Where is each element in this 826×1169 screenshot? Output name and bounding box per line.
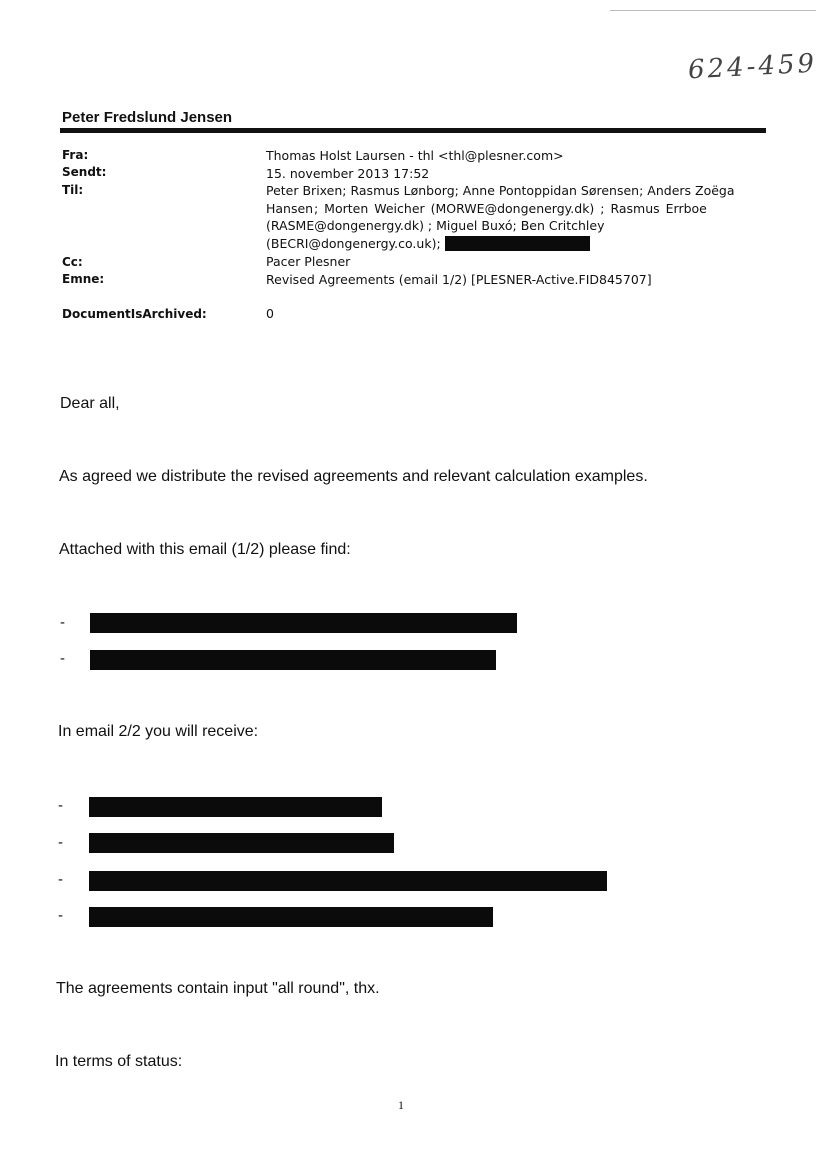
bullet-dash: -: [58, 907, 63, 924]
redaction-block: [89, 833, 394, 853]
from-label: Fra:: [62, 148, 89, 162]
to-label: Til:: [62, 183, 84, 197]
handwritten-note: 624-459: [687, 48, 818, 86]
sent-value: 15. november 2013 17:52: [266, 166, 430, 181]
from-value: Thomas Holst Laursen - thl <thl@plesner.com>: [266, 148, 564, 163]
status-heading: In terms of status:: [55, 1053, 183, 1070]
to-line-4: [266, 235, 766, 253]
to-line-1: Peter Brixen; Rasmus Lønborg; Anne Pontoppidan Sørensen; Anders Zoëga Hansen: [266, 183, 735, 216]
scan-top-line: [610, 10, 816, 11]
mailbox-owner-name: Peter Fredslund Jensen: [62, 109, 233, 126]
redaction-block: [89, 907, 493, 927]
bullet-dash: -: [58, 834, 63, 851]
redaction-block: [90, 650, 496, 670]
subject-value: Revised Agreements (email 1/2) [PLESNER-Active.FID845707]: [266, 272, 652, 287]
redaction-block: [90, 613, 517, 633]
cc-value: Pacer Plesner: [266, 254, 351, 269]
greeting: Dear all,: [60, 395, 120, 412]
subject-label: Emne:: [62, 272, 105, 286]
bullet-dash: -: [58, 797, 63, 814]
agreements-note: The agreements contain input "all round", thx.: [56, 980, 380, 997]
redaction-block: [445, 236, 590, 251]
attached-heading: Attached with this email (1/2) please find:: [59, 541, 351, 558]
bullet-dash: -: [60, 614, 65, 631]
bullet-dash: -: [60, 650, 65, 667]
archived-value: 0: [266, 306, 274, 321]
to-line-2: [314, 200, 774, 218]
to-line-2-text: ; Morten Weicher (MORWE@dongenergy.dk) ; Rasmus Errboe: [314, 201, 707, 216]
bullet-dash: -: [58, 871, 63, 888]
page-number: 1: [398, 1098, 404, 1112]
archived-label: DocumentIsArchived:: [62, 307, 207, 321]
redaction-block: [89, 871, 607, 891]
redaction-block: [89, 797, 382, 817]
email2-heading: In email 2/2 you will receive:: [58, 723, 259, 740]
header-rule: [60, 128, 766, 133]
to-line-4-text: (BECRI@dongenergy.co.uk);: [266, 236, 441, 251]
to-line-3: (RASME@dongenergy.dk) ; Miguel Buxó; Ben Critchley: [266, 218, 605, 233]
cc-label: Cc:: [62, 255, 83, 269]
sent-label: Sendt:: [62, 165, 107, 179]
intro-paragraph: As agreed we distribute the revised agreements and relevant calculation examples.: [59, 468, 648, 485]
